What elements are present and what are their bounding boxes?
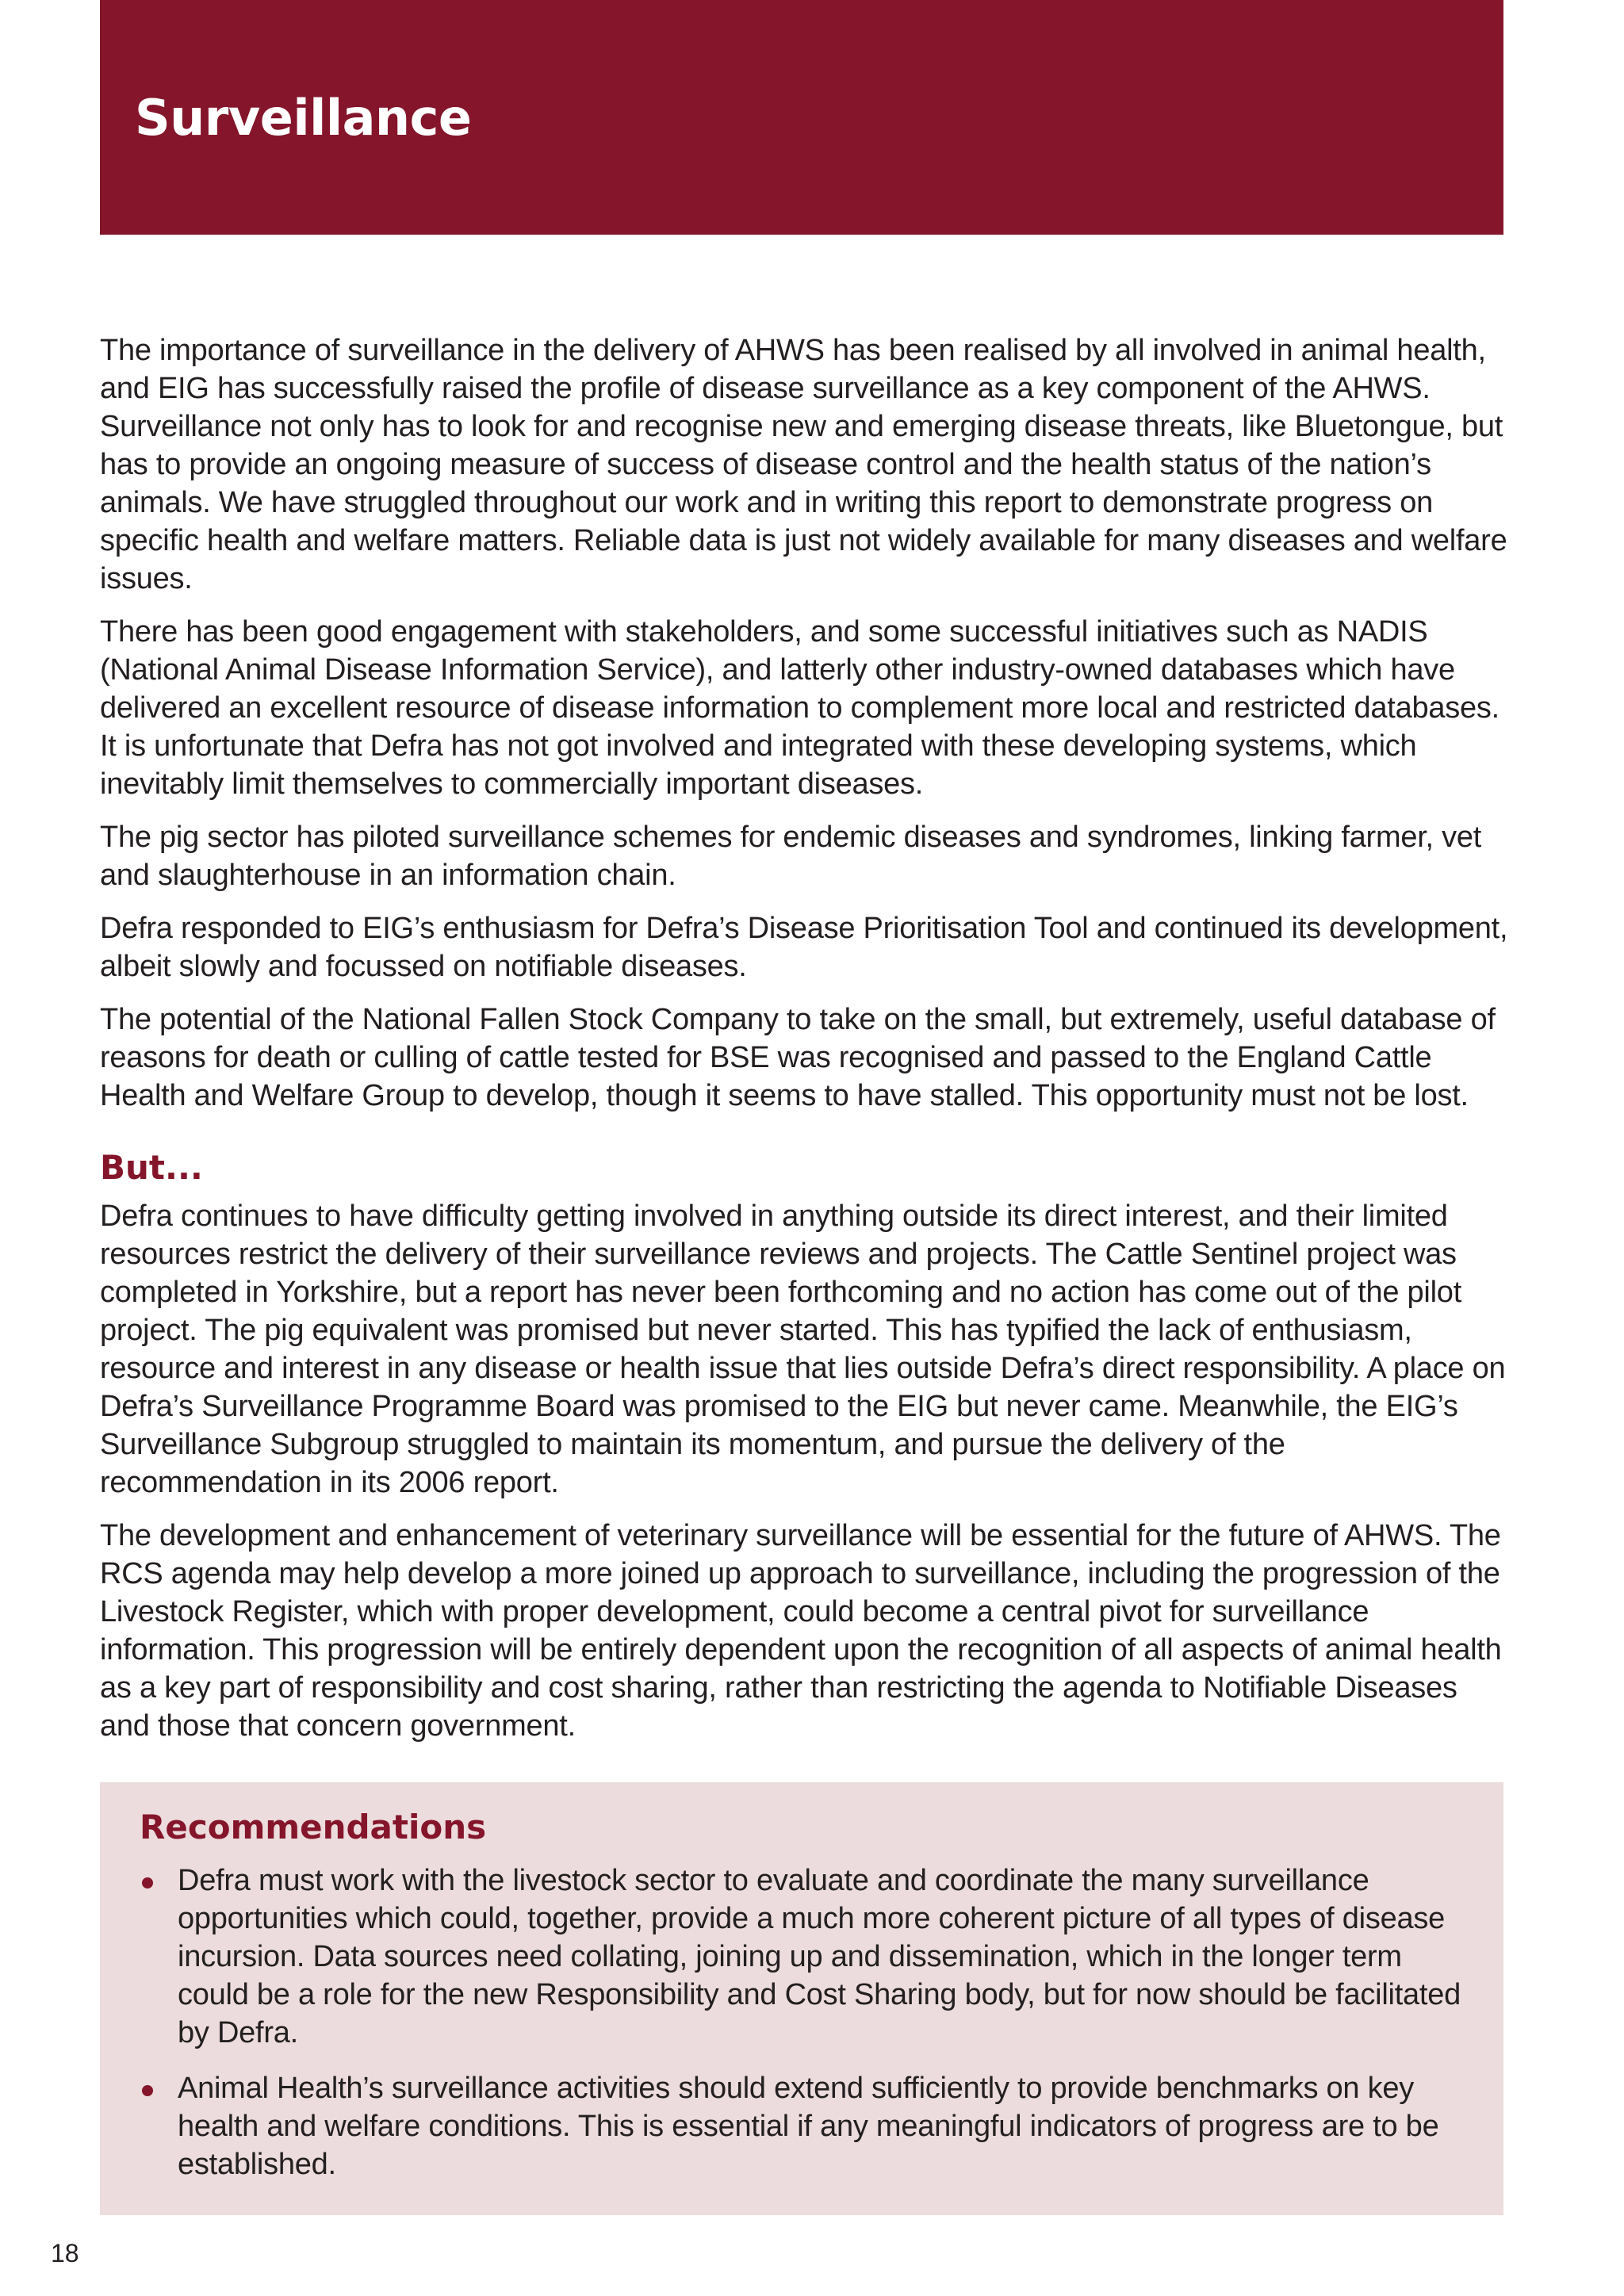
body-paragraph: There has been good engagement with stakeholders, and some successful initiatives such as NADIS (National Animal Disease Information Service), and latterly other industry-owned databases which have delivered an excellent resource of disease information to complement more local and restricted databases. It is unfortunate that Defra has not got involved and integrated with these developing systems, which inevitably limit themselves to commercially important diseases. [100, 615, 1500, 801]
body-paragraph: Defra responded to EIG’s enthusiasm for Defra’s Disease Prioritisation Tool and continued its development, albeit slowly and focussed on notifiable diseases. [100, 912, 1508, 983]
recommendation-item [140, 2069, 1480, 2183]
page-number: 18 [51, 2239, 79, 2267]
recommendations-heading: Recommendations [140, 1808, 487, 1846]
bullet-icon [142, 2085, 153, 2096]
body-paragraph: The pig sector has piloted surveillance schemes for endemic diseases and syndromes, linking farmer, vet and slaughterhouse in an information chain. [100, 821, 1482, 892]
but-heading: But... [100, 1148, 203, 1187]
but-paragraph: Defra continues to have difficulty getting involved in anything outside its direct interest, and their limited resources restrict the delivery of their surveillance reviews and projects. The Cattle Sentinel project was completed in Yorkshire, but a report has never been forthcoming and no action has come out of the pilot project. The pig equivalent was promised but never started. This has typified the lack of enthusiasm, resource and interest in any disease or health issue that lies outside Defra’s direct responsibility. A place on Defra’s Surveillance Programme Board was promised to the EIG but never came. Meanwhile, the EIG’s Surveillance Subgroup struggled to maintain its momentum, and pursue the delivery of the recommendation in its 2006 report. [100, 1200, 1506, 1499]
header-band [100, 0, 1503, 235]
body-paragraph: The importance of surveillance in the delivery of AHWS has been realised by all involved in animal health, and EIG has successfully raised the profile of disease surveillance as a key component of the AHWS. Surveillance not only has to look for and recognise new and emerging disease threats, like Bluetongue, but has to provide an ongoing measure of success of disease control and the health status of the nation’s animals. We have struggled throughout our work and in writing this report to demonstrate progress on specific health and welfare matters. Reliable data is just not widely available for many diseases and welfare issues. [100, 334, 1507, 595]
page-title: Surveillance [135, 89, 472, 147]
but-paragraph: The development and enhancement of veterinary surveillance will be essential for the future of AHWS. The RCS agenda may help develop a more joined up approach to surveillance, including the progression of the Livestock Register, which with proper development, could become a central pivot for surveillance information. This progression will be entirely dependent upon the recognition of all aspects of animal health as a key part of responsibility and cost sharing, rather than restricting the agenda to Notifiable Diseases and those that concern government. [100, 1519, 1502, 1743]
recommendation-item [140, 1862, 1480, 2052]
recommendations-box [100, 1782, 1503, 2215]
body-paragraph: The potential of the National Fallen Stock Company to take on the small, but extremely, useful database of reasons for death or culling of cattle tested for BSE was recognised and passed to the England Cattle Health and Welfare Group to develop, though it seems to have stalled. This opportunity must not be lost. [100, 1003, 1496, 1112]
recommendations-list [140, 1862, 1480, 2201]
main-content [100, 331, 1511, 1760]
recommendation-text: Animal Health’s surveillance activities should extend sufficiently to provide benchmarks on key health and welfare conditions. This is essential if any meaningful indicators of progress are to be established. [178, 2072, 1439, 2181]
recommendation-text: Defra must work with the livestock sector to evaluate and coordinate the many surveillance opportunities which could, together, provide a much more coherent picture of all types of disease incursion. Data sources need collating, joining up and dissemination, which in the longer term could be a role for the new Responsibility and Cost Sharing body, but for now should be facilitated by Defra. [178, 1864, 1461, 2049]
bullet-icon [142, 1877, 153, 1888]
